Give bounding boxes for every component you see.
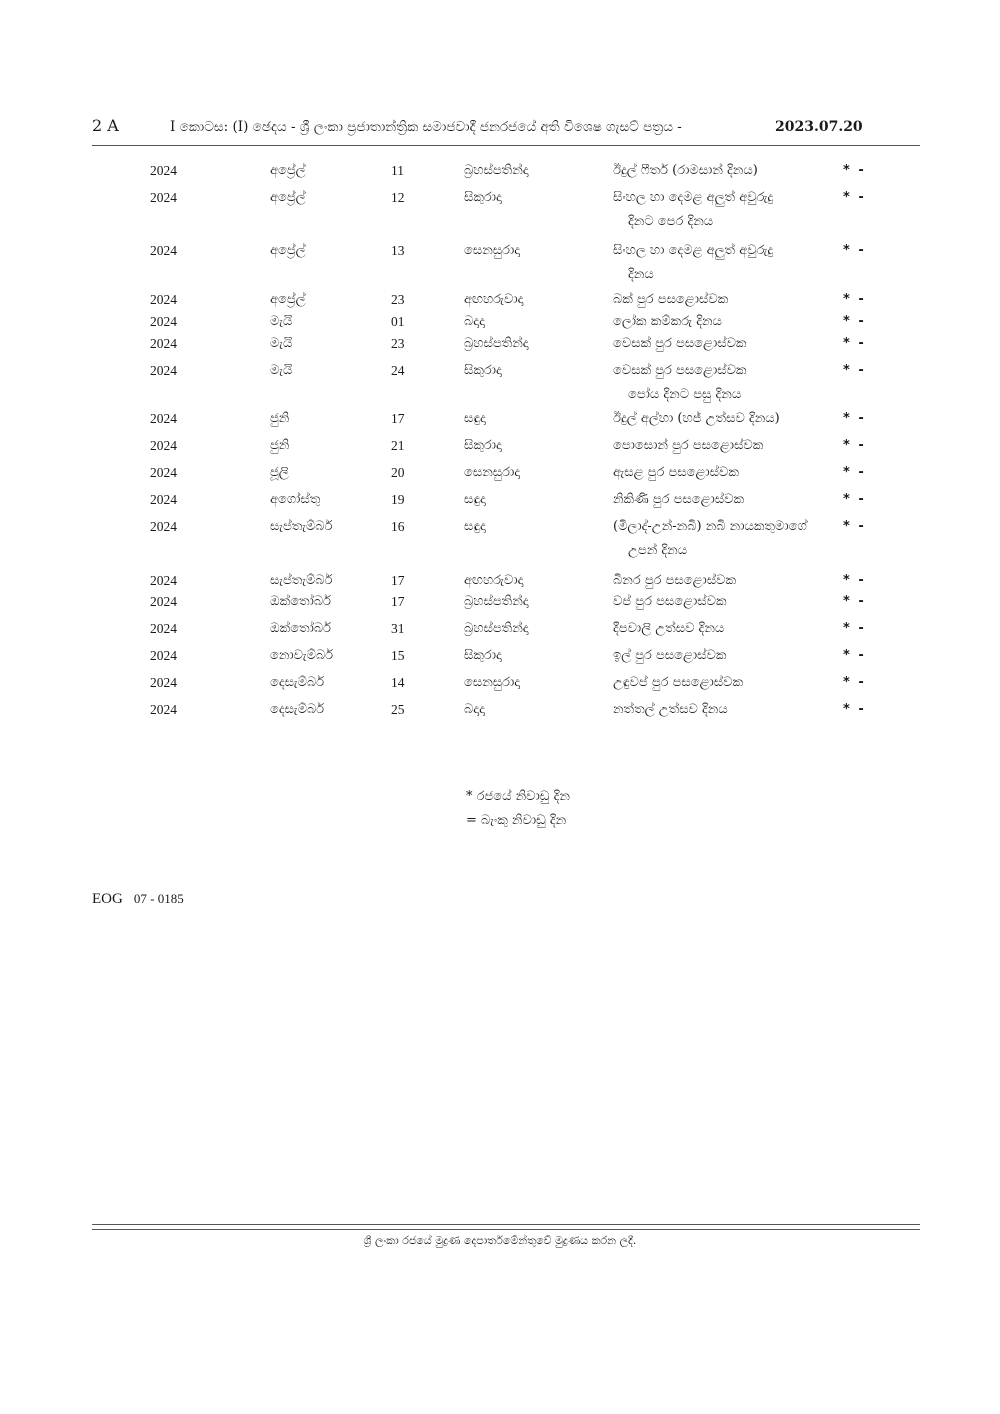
holiday-description-continued: පෝය දිනට පසු දිනය: [628, 387, 742, 402]
holiday-day: 16: [391, 519, 405, 534]
legend-state-holiday: * රජයේ නිවාඩු දින: [466, 789, 570, 804]
holiday-year: 2024: [150, 190, 177, 205]
holiday-day: 31: [391, 621, 405, 636]
holiday-description: බක් පුර පසළොස්වක: [613, 292, 729, 307]
holiday-type-mark: * -: [843, 594, 866, 609]
holiday-year: 2024: [150, 465, 177, 480]
holiday-weekday: සඳුදා: [464, 492, 486, 507]
holiday-day: 17: [391, 573, 405, 588]
holiday-month: මැයි: [270, 363, 293, 378]
holiday-weekday: බ්‍රහස්පතින්දා: [464, 621, 529, 636]
holiday-day: 24: [391, 363, 405, 378]
holiday-month: අප්‍රේල්: [270, 190, 306, 205]
holiday-description: ඊදුල් අල්හා (හජ් උත්සව දිනය): [613, 411, 780, 426]
holiday-weekday: සෙනසුරාදා: [464, 243, 521, 258]
holiday-day: 01: [391, 314, 405, 329]
printer-note: ශ්‍රී ලංකා රජයේ මුද්‍රණ දෙපාර්තමේන්තුවේ මුද්‍රණය කරන ලදී.: [363, 1234, 637, 1247]
holiday-day: 11: [391, 163, 404, 178]
holiday-description: වප් පුර පසළොස්වක: [613, 594, 727, 609]
holiday-description: වෙසක් පුර පසළොස්වක: [613, 363, 747, 378]
holiday-day: 12: [391, 190, 405, 205]
holiday-day: 20: [391, 465, 405, 480]
holiday-weekday: බ්‍රහස්පතින්දා: [464, 594, 529, 609]
holiday-month: සැප්තැම්බර්: [270, 573, 333, 588]
holiday-year: 2024: [150, 163, 177, 178]
holiday-weekday: සිකුරාදා: [464, 438, 502, 453]
holiday-year: 2024: [150, 573, 177, 588]
holiday-description-continued: උපන් දිනය: [628, 543, 688, 558]
holiday-month: මැයි: [270, 336, 293, 351]
holiday-day: 17: [391, 411, 405, 426]
holiday-weekday: සඳුදා: [464, 411, 486, 426]
document-code-number: 07 - 0185: [133, 891, 184, 906]
holiday-year: 2024: [150, 702, 177, 717]
holiday-year: 2024: [150, 675, 177, 690]
holiday-description: ඉල් පුර පසළොස්වක: [613, 648, 727, 663]
holiday-day: 14: [391, 675, 405, 690]
holiday-type-mark: * -: [843, 292, 866, 307]
holiday-month: ජුනි: [270, 411, 290, 426]
holiday-type-mark: * -: [843, 519, 866, 534]
holiday-description: ලෝක කම්කරු දිනය: [613, 314, 722, 329]
holiday-day: 13: [391, 243, 405, 258]
holiday-weekday: සෙනසුරාදා: [464, 675, 521, 690]
holiday-type-mark: * -: [843, 702, 866, 717]
holiday-description-continued: දිනය: [628, 267, 654, 282]
holiday-month: දෙසැම්බර්: [270, 702, 325, 717]
holiday-type-mark: * -: [843, 621, 866, 636]
holiday-description: නත්තල් උත්සව දිනය: [613, 702, 728, 717]
holiday-description: බිනර පුර පසළොස්වක: [613, 573, 737, 588]
holiday-day: 23: [391, 292, 405, 307]
holiday-weekday: බදාදා: [464, 314, 485, 329]
holiday-month: ජූලි: [270, 465, 289, 480]
holiday-day: 23: [391, 336, 405, 351]
holiday-year: 2024: [150, 363, 177, 378]
holiday-month: සැප්තැම්බර්: [270, 519, 333, 534]
holiday-weekday: සෙනසුරාදා: [464, 465, 521, 480]
holiday-type-mark: * -: [843, 336, 866, 351]
holiday-type-mark: * -: [843, 163, 866, 178]
gazette-date: 2023.07.20: [775, 119, 863, 135]
holiday-month: අප්‍රේල්: [270, 163, 306, 178]
holiday-month: නොවැම්බර්: [270, 648, 334, 663]
holiday-type-mark: * -: [843, 648, 866, 663]
holiday-month: මැයි: [270, 314, 293, 329]
holiday-month: ඔක්තෝබර්: [270, 621, 332, 636]
holiday-year: 2024: [150, 243, 177, 258]
legend-bank-holiday: = බැංකු නිවාඩු දින: [466, 813, 567, 828]
holiday-description: නිකිණි පුර පසළොස්වක: [613, 492, 745, 507]
holiday-year: 2024: [150, 438, 177, 453]
holiday-month: අගෝස්තු: [270, 492, 321, 507]
document-code-prefix: EOG: [92, 891, 123, 907]
holiday-month: අප්‍රේල්: [270, 292, 306, 307]
holiday-description: (මිලාද්-උන්-නබි) නබි නායකතුමාගේ: [613, 519, 807, 534]
holiday-month: ජුනි: [270, 438, 290, 453]
holiday-description: සිංහල හා දෙමළ අලුත් අවුරුදු: [613, 243, 774, 258]
holiday-type-mark: * -: [843, 438, 866, 453]
holiday-weekday: බ්‍රහස්පතින්දා: [464, 336, 529, 351]
holiday-day: 19: [391, 492, 405, 507]
holiday-type-mark: * -: [843, 492, 866, 507]
holiday-type-mark: * -: [843, 314, 866, 329]
holiday-description: වෙසක් පුර පසළොස්වක: [613, 336, 747, 351]
holiday-type-mark: * -: [843, 411, 866, 426]
holiday-month: ඔක්තෝබර්: [270, 594, 332, 609]
gazette-title: I කොටස: (I) ඡෙදය - ශ්‍රී ලංකා ප්‍රජාතාන්ත්‍රික සමාජවාදී ජනරජයේ අති විශෙෂ ගැසට් පත්‍රය -: [170, 119, 682, 135]
holiday-year: 2024: [150, 492, 177, 507]
holiday-weekday: සිකුරාදා: [464, 648, 502, 663]
holiday-type-mark: * -: [843, 190, 866, 205]
document-code: [92, 888, 184, 908]
holiday-description: දීපවාලි උත්සව දිනය: [613, 621, 725, 636]
holiday-year: 2024: [150, 594, 177, 609]
holiday-weekday: සිකුරාදා: [464, 190, 502, 205]
holiday-year: 2024: [150, 411, 177, 426]
holiday-description: ඇසළ පුර පසළොස්වක: [613, 465, 739, 480]
holiday-year: 2024: [150, 292, 177, 307]
holiday-day: 25: [391, 702, 405, 717]
holiday-type-mark: * -: [843, 675, 866, 690]
holiday-weekday: සිකුරාදා: [464, 363, 502, 378]
holiday-description: පොසොන් පුර පසළොස්වක: [613, 438, 764, 453]
footer-rule: [92, 1224, 920, 1230]
page-number: 2 A: [92, 116, 119, 135]
holiday-weekday: අඟහරුවාදා: [464, 292, 524, 307]
holiday-day: 21: [391, 438, 405, 453]
holiday-type-mark: * -: [843, 363, 866, 378]
holiday-month: දෙසැම්බර්: [270, 675, 325, 690]
holiday-month: අප්‍රේල්: [270, 243, 306, 258]
holiday-year: 2024: [150, 314, 177, 329]
holiday-type-mark: * -: [843, 573, 866, 588]
holiday-type-mark: * -: [843, 243, 866, 258]
holiday-description: ඊදුල් ෆීතර් (රාමසාන් දිනය): [613, 163, 758, 178]
holiday-weekday: බ්‍රහස්පතින්දා: [464, 163, 529, 178]
holiday-description-continued: දිනට පෙර දිනය: [628, 214, 714, 229]
holiday-year: 2024: [150, 621, 177, 636]
holiday-type-mark: * -: [843, 465, 866, 480]
holiday-weekday: සඳුදා: [464, 519, 486, 534]
holiday-year: 2024: [150, 336, 177, 351]
holiday-description: සිංහල හා දෙමළ අලුත් අවුරුදු: [613, 190, 774, 205]
holiday-description: උඳුවප් පුර පසළොස්වක: [613, 675, 744, 690]
holiday-year: 2024: [150, 519, 177, 534]
holiday-day: 15: [391, 648, 405, 663]
holiday-weekday: බදාදා: [464, 702, 485, 717]
holiday-weekday: අඟහරුවාදා: [464, 573, 524, 588]
holiday-year: 2024: [150, 648, 177, 663]
holiday-day: 17: [391, 594, 405, 609]
legend: [466, 785, 570, 833]
